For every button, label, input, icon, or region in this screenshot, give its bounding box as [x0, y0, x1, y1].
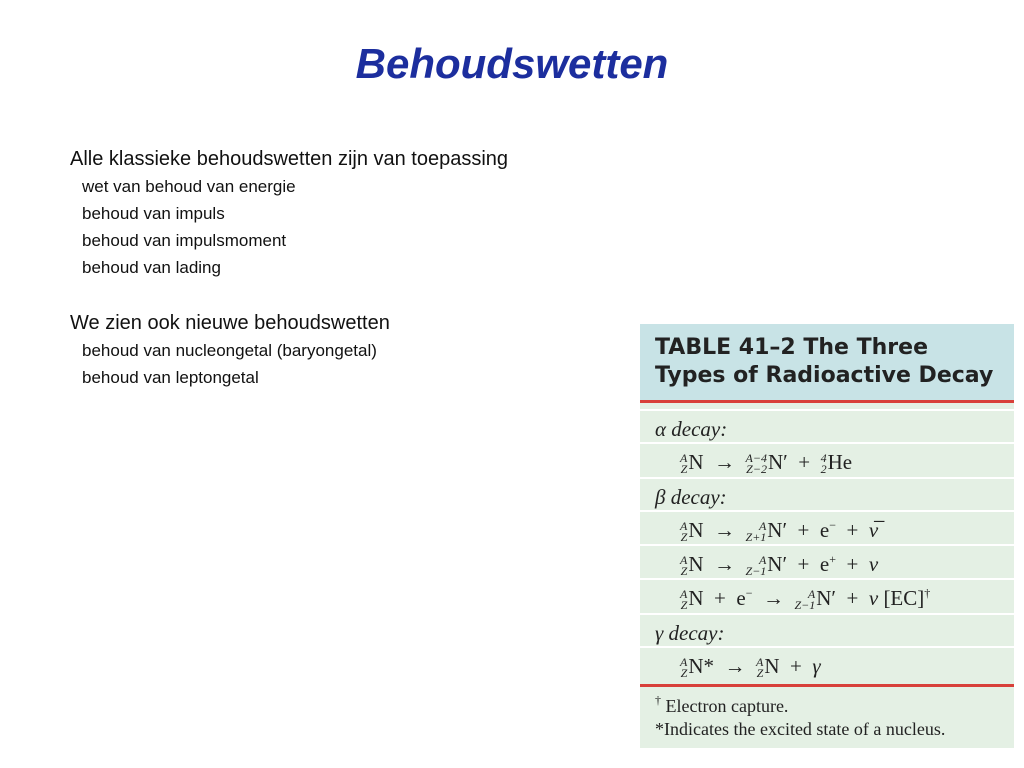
alpha-equation: A Z N → A−4 Z−2 N′ + 4 2 He [680, 450, 853, 477]
bullet-item: behoud van leptongetal [82, 368, 259, 387]
bullet-new-heading: We zien ook nieuwe behoudswetten [70, 312, 390, 334]
beta-minus-row [640, 510, 1014, 544]
gamma-equation-row [640, 646, 1014, 684]
beta-plus-equation: A Z N → A Z−1 N′ + e+ + ν [680, 552, 879, 579]
bullet-item: behoud van lading [82, 258, 221, 277]
bullet-item: behoud van impulsmoment [82, 231, 287, 250]
table-footnotes [640, 684, 1014, 748]
alpha-label-row [640, 409, 1014, 442]
beta-label-row [640, 477, 1014, 510]
gamma-label-row [640, 613, 1014, 646]
bullet-item: behoud van impuls [82, 204, 225, 223]
decay-table-image [640, 324, 1014, 748]
alpha-equation-row [640, 442, 1014, 477]
bullet-classic-heading: Alle klassieke behoudswetten zijn van toepassing [70, 148, 509, 170]
table-title: TABLE 41–2 The Three Types of Radioactive Decay [655, 335, 994, 388]
alpha-decay-label: α decay: [655, 417, 728, 441]
electron-capture-equation: A Z N + e− → A Z−1 N′ + ν [EC]† [680, 586, 931, 613]
gamma-decay-label: γ decay: [655, 621, 725, 645]
table-header [640, 324, 1014, 403]
bullet-item: wet van behoud van energie [82, 177, 296, 196]
beta-decay-label: β decay: [655, 485, 727, 509]
footnote-excited-state: *Indicates the excited state of a nucleus. [655, 719, 946, 739]
gamma-equation: A Z N* → A Z N + γ [680, 654, 821, 681]
bullet-item: behoud van nucleongetal (baryongetal) [82, 341, 377, 360]
beta-plus-row [640, 544, 1014, 578]
bullet-list [70, 145, 508, 391]
electron-capture-row [640, 578, 1014, 613]
footnote-electron-capture: † Electron capture. [655, 693, 789, 716]
beta-minus-equation: A Z N → A Z+1 N′ + e− + ν̅ [680, 518, 879, 545]
slide-title: Behoudswetten [355, 40, 669, 87]
